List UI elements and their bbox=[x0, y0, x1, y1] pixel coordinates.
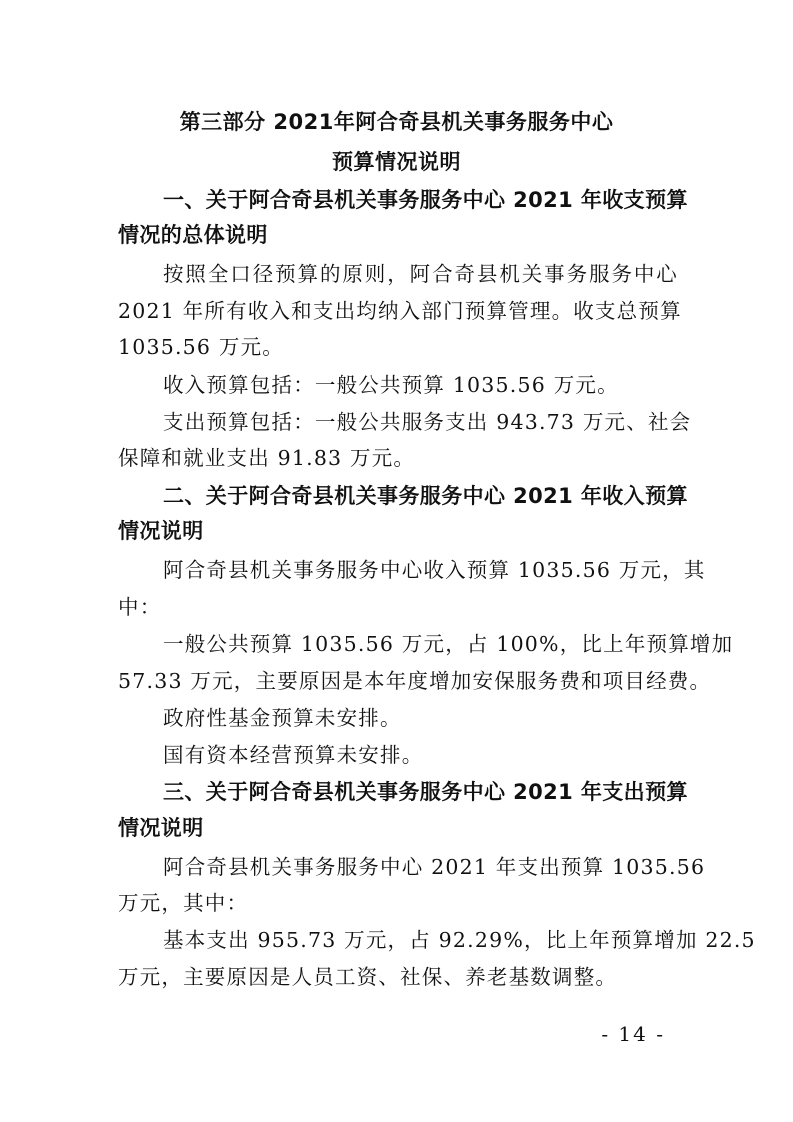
section2-para2-line1: 一般公共预算 1035.56 万元，占 100%，比上年预算增加 bbox=[163, 632, 734, 656]
section3-para2-line1: 基本支出 955.73 万元，占 92.29%，比上年预算增加 22.5 bbox=[163, 928, 756, 952]
section1-para1-line3: 1035.56 万元。 bbox=[118, 335, 284, 359]
section2-heading-line1: 二、关于阿合奇县机关事务服务中心 2021 年收入预算 bbox=[163, 484, 688, 508]
section3-para1-line1: 阿合奇县机关事务服务中心 2021 年支出预算 1035.56 bbox=[163, 855, 706, 879]
page-title-line2: 预算情况说明 bbox=[332, 150, 461, 174]
page-title-line1: 第三部分 2021年阿合奇县机关事务服务中心 bbox=[179, 110, 614, 134]
section2-para3-line1: 政府性基金预算未安排。 bbox=[163, 706, 402, 730]
section2-para1-line1: 阿合奇县机关事务服务中心收入预算 1035.56 万元，其 bbox=[163, 558, 706, 582]
section2-para2-line2: 57.33 万元，主要原因是本年度增加安保服务费和项目经费。 bbox=[118, 669, 712, 693]
section1-heading-line1: 一、关于阿合奇县机关事务服务中心 2021 年收支预算 bbox=[163, 188, 688, 212]
section1-para1-line1: 按照全口径预算的原则，阿合奇县机关事务服务中心 bbox=[163, 262, 678, 286]
section3-heading-line1: 三、关于阿合奇县机关事务服务中心 2021 年支出预算 bbox=[163, 780, 688, 804]
page-number: - 14 - bbox=[601, 1022, 665, 1046]
section3-para2-line2: 万元，主要原因是人员工资、社保、养老基数调整。 bbox=[118, 965, 618, 989]
section1-para2-line1: 收入预算包括：一般公共预算 1035.56 万元。 bbox=[163, 373, 619, 397]
section3-heading-line2: 情况说明 bbox=[118, 816, 204, 840]
section1-heading-line2: 情况的总体说明 bbox=[118, 223, 268, 247]
section1-para1-line2: 2021 年所有收入和支出均纳入部门预算管理。收支总预算 bbox=[118, 299, 682, 323]
section2-para1-line2: 中： bbox=[118, 595, 162, 619]
section2-para4-line1: 国有资本经营预算未安排。 bbox=[163, 743, 424, 767]
section1-para3-line2: 保障和就业支出 91.83 万元。 bbox=[118, 446, 416, 470]
section2-heading-line2: 情况说明 bbox=[118, 519, 204, 543]
section1-para3-line1: 支出预算包括：一般公共服务支出 943.73 万元、社会 bbox=[163, 410, 692, 434]
section3-para1-line2: 万元，其中： bbox=[118, 891, 249, 915]
